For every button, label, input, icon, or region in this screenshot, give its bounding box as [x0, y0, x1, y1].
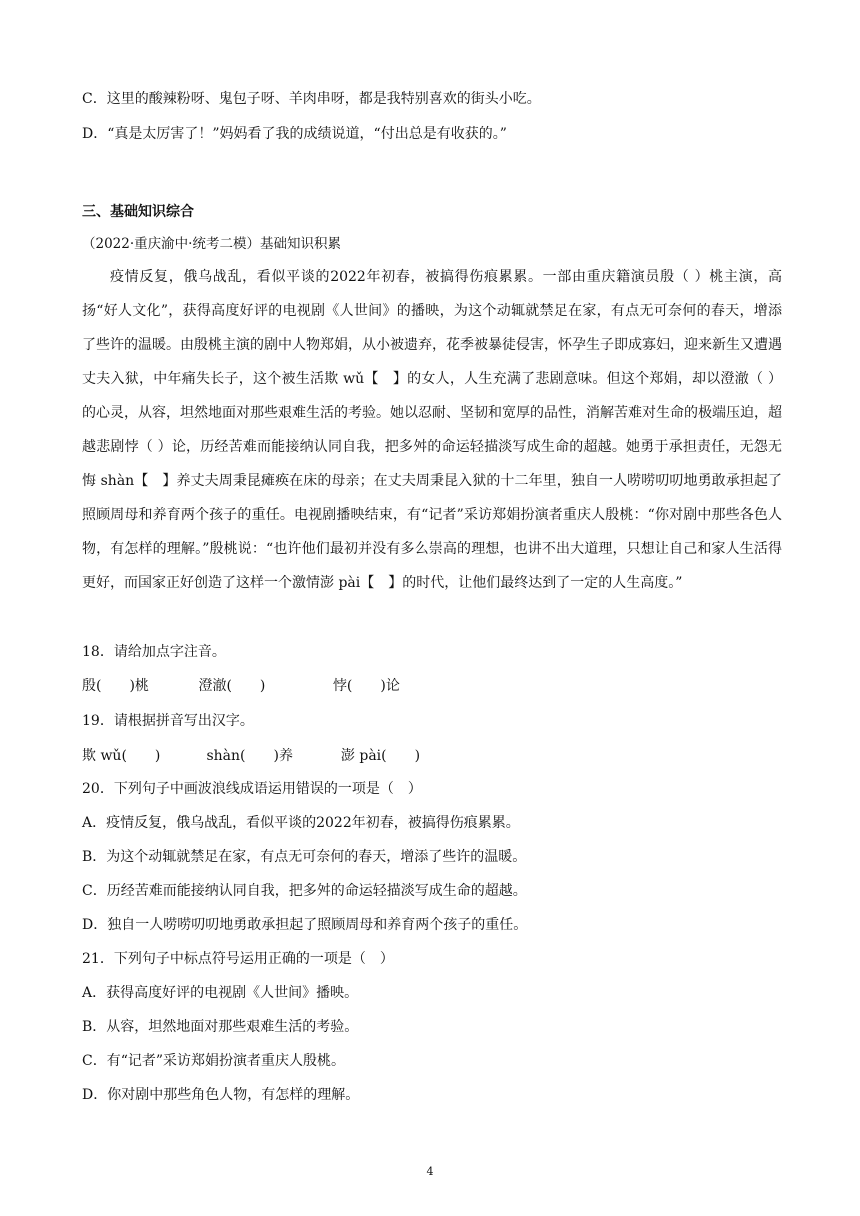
q18-item: 殷( )桃: [82, 678, 149, 694]
q21-stem: 21．下列句子中标点符号运用正确的一项是（ ）: [82, 951, 394, 967]
q20-option-b: B．为这个动辄就禁足在家，有点无可奈何的春天，增添了些许的温暖。: [82, 849, 527, 865]
q20-option-a: A．疫情反复，俄乌战乱，看似平谈的2022年初春，被搞得伤痕累累。: [82, 815, 520, 831]
question-source: （2022·重庆渝中·统考二模）基础知识积累: [82, 236, 341, 252]
option-c-prev: C．这里的酸辣粉呀、鬼包子呀、羊肉串呀，都是我特别喜欢的街头小吃。: [82, 91, 541, 107]
q18-item: 悖( )论: [332, 678, 400, 694]
q20-option-d: D．独自一人唠唠叨叨地勇敢承担起了照顾周母和养育两个孩子的重任。: [82, 917, 528, 933]
section-heading: 三、基础知识综合: [82, 204, 194, 220]
q19-item: 澎 pài( ): [340, 748, 421, 764]
q19-stem: 19．请根据拼音写出汉字。: [82, 713, 254, 729]
q20-option-c: C．历经苦难而能接纳认同自我，把多舛的命运轻描淡写成生命的超越。: [82, 883, 527, 899]
q21-option-b: B．从容，坦然地面对那些艰难生活的考验。: [82, 1019, 359, 1035]
q19-item: shàn( )养: [206, 748, 293, 764]
reading-passage: [82, 260, 782, 600]
option-d-prev: D．“真是太厉害了！”妈妈看了我的成绩说道，“付出总是有收获的。”: [82, 126, 507, 142]
q18-item: 澄澈( ): [198, 678, 266, 694]
q19-items: [82, 746, 420, 766]
q21-option-c: C．有“记者”采访郑娟扮演者重庆人殷桃。: [82, 1053, 346, 1069]
page-number: 4: [426, 1165, 434, 1178]
q18-stem: 18．请给加点字注音。: [82, 644, 226, 660]
passage-text: 疫情反复，俄乌战乱，看似平谈的2022年初春，被搞得伤痕累累。一部由重庆籍演员殷（ ）桃主演，高扬“好人文化”，获得高度好评的电视剧《人世间》的播映，为这个动辄就禁足在家，有点无可奈何的春天，增添了些许的温暖。由殷桃主演的剧中人物郑娟，从小被遗弃，花季被暴徒侵害，怀孕生子即成寡妇，迎来新生又遭遇丈夫入狱，中年痛失长子，这个被生活欺 wǔ【 】的女人，人生充满了悲剧意味。但这个郑娟，却以澄澈（ ）的心灵，从容，坦然地面对那些艰难生活的考验。她以忍耐、坚韧和宽厚的品性，消解苦难对生命的极端压迫，超越悲剧悖（ ）论，历经苦难而能接纳认同自我，把多舛的命运轻描淡写成生命的超越。她勇于承担责任，无怨无悔 shàn【 】养丈夫周秉昆瘫痪在床的母亲；在丈夫周秉昆入狱的十二年里，独自一人唠唠叨叨地勇敢承担起了照顾周母和养育两个孩子的重任。电视剧播映结束，有“记者”采访郑娟扮演者重庆人殷桃：“你对剧中那些各色人物，有怎样的理解。”殷桃说：“也许他们最初并没有多么崇高的理想，也讲不出大道理，只想让自己和家人生活得更好，而国家正好创造了这样一个激情澎 pài【 】的时代，让他们最终达到了一定的人生高度。”: [82, 269, 782, 591]
q21-option-d: D．你对剧中那些角色人物，有怎样的理解。: [82, 1087, 360, 1103]
q21-option-a: A．获得高度好评的电视剧《人世间》播映。: [82, 985, 359, 1001]
q18-items: [82, 676, 400, 696]
q20-stem: 20．下列句子中画波浪线成语运用错误的一项是（ ）: [82, 781, 422, 797]
q19-item: 欺 wǔ( ): [82, 748, 161, 764]
